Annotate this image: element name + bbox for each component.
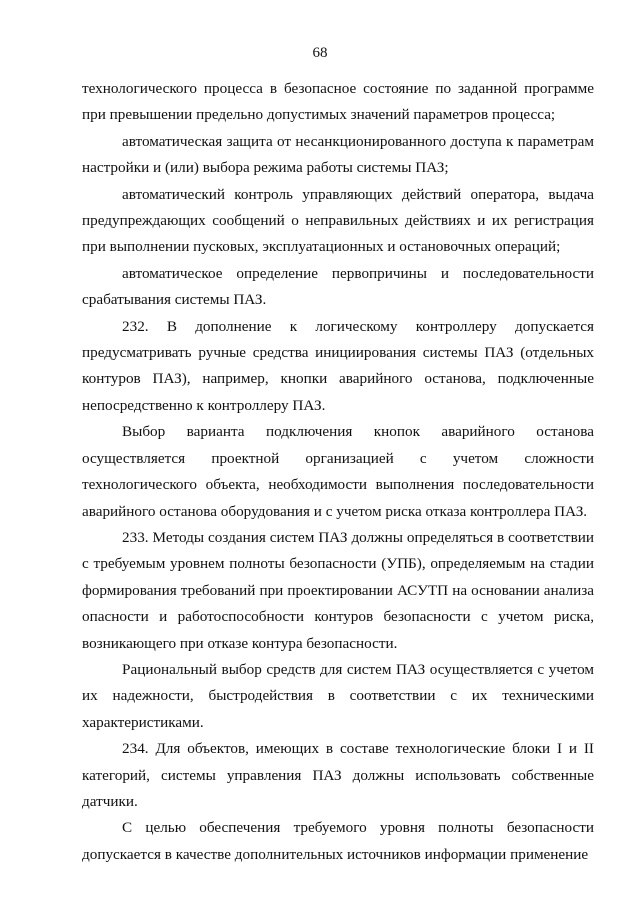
paragraph: автоматическая защита от несанкционированного доступа к параметрам настройки и (или) выбора режима работы системы ПАЗ;: [82, 132, 594, 177]
paragraph: 234. Для объектов, имеющих в составе технологические блоки I и II категорий, системы управления ПАЗ должны использовать собственные датчики.: [82, 740, 594, 810]
paragraph: технологического процесса в безопасное состояние по заданной программе при превышении предельно допустимых значений параметров процесса;: [82, 80, 594, 124]
paragraph: Выбор варианта подключения кнопок аварийного останова осуществляется проектной организацией с учетом сложности технологического объекта, необходимости выполнения последовательности аварийного останова оборудования и с учетом риска отказа контроллера ПАЗ.: [82, 423, 594, 520]
paragraph: Рациональный выбор средств для систем ПАЗ осуществляется с учетом их надежности, быстродействия в соответствии с их техническими характеристиками.: [82, 660, 594, 731]
paragraph: 232. В дополнение к логическому контроллеру допускается предусматривать ручные средства инициирования системы ПАЗ (отдельных контуров ПАЗ), например, кнопки аварийного останова, подключенные непосредственно к контроллеру ПАЗ.: [82, 317, 594, 414]
page-number: 68: [312, 45, 328, 61]
paragraph: автоматический контроль управляющих действий оператора, выдача предупреждающих сообщений о неправильных действиях и их регистрация при выполнении пусковых, эксплуатационных и остановочных операций;: [82, 185, 594, 256]
page-body: [82, 76, 594, 868]
paragraph: С целью обеспечения требуемого уровня полноты безопасности допускается в качестве дополнительных источников информации применение: [82, 819, 594, 863]
paragraph: автоматическое определение первопричины и последовательности срабатывания системы ПАЗ.: [82, 264, 594, 309]
paragraph: 233. Методы создания систем ПАЗ должны определяться в соответствии с требуемым уровнем полноты безопасности (УПБ), определяемым на стадии формирования требований при проектировании АСУТП на основании анализа опасности и работоспособности контуров безопасности с учетом риска, возникающего при отказе контура безопасности.: [82, 528, 594, 652]
